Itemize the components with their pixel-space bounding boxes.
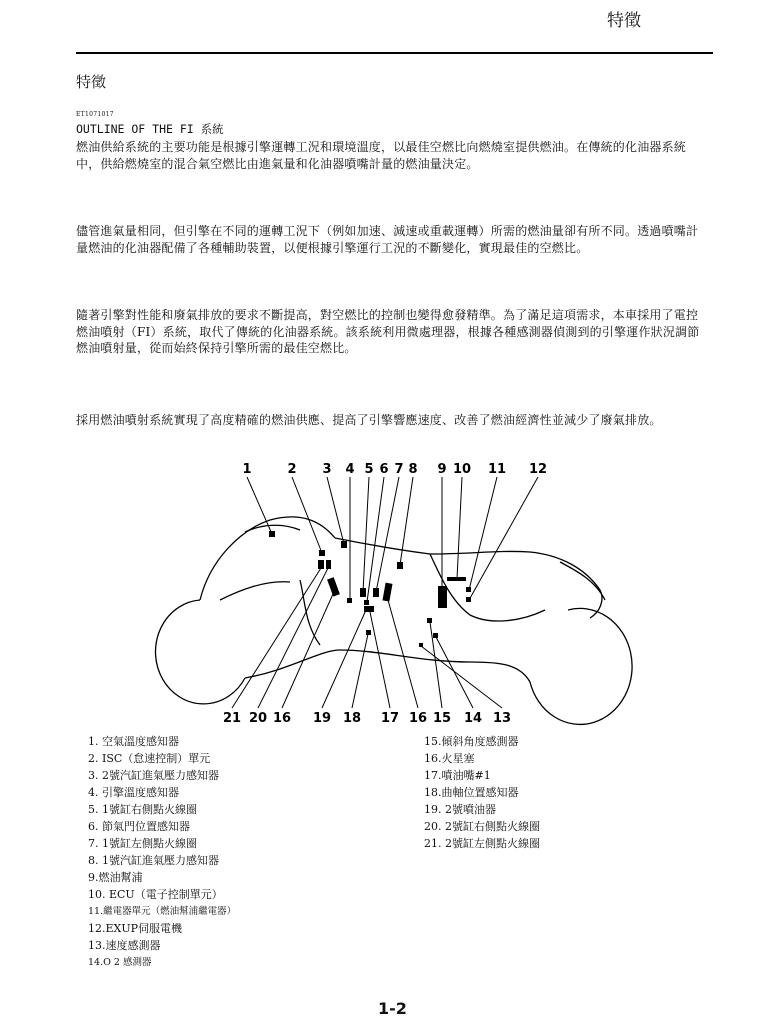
page-number: 1-2 xyxy=(378,999,407,1018)
legend-item-8: 8. 1號汽缸進氣壓力感知器 xyxy=(88,854,219,867)
callout-16b: 16 xyxy=(408,711,428,726)
legend-item-17: 17.噴油嘴#1 xyxy=(424,769,491,782)
callout-2: 2 xyxy=(287,462,297,477)
header-title: 特徵 xyxy=(607,11,641,31)
callout-9: 9 xyxy=(437,462,447,477)
legend-item-20: 20. 2號缸右側點火線圈 xyxy=(424,820,540,833)
legend-item-21: 21. 2號缸左側點火線圈 xyxy=(424,837,540,850)
legend-item-7: 7. 1號缸左側點火線圈 xyxy=(88,837,197,850)
legend-item-4: 4. 引擎溫度感知器 xyxy=(88,786,179,799)
legend-item-12: 12.EXUP伺服電機 xyxy=(88,922,183,935)
paragraph-1: 燃油供給系統的主要功能是根據引擎運轉工況和環境溫度，以最佳空燃比向燃燒室提供燃油。在傳統的化油器系統中，供給燃燒室的混合氣空燃比由進氣量和化油器噴嘴計量的燃油量決定。 xyxy=(76,140,687,171)
legend-item-19: 19. 2號噴油器 xyxy=(424,803,496,816)
legend-item-6: 6. 節氣門位置感知器 xyxy=(88,820,190,833)
legend-item-18: 18.曲軸位置感知器 xyxy=(424,786,519,799)
legend-left xyxy=(88,733,236,971)
legend-item-14: 14.O 2 感測器 xyxy=(88,957,152,968)
legend-item-5: 5. 1號缸右側點火線圈 xyxy=(88,803,197,816)
callout-5: 5 xyxy=(364,462,374,477)
leader-lines-bottom xyxy=(232,568,502,708)
legend-item-16: 16.火星塞 xyxy=(424,752,475,765)
callout-7: 7 xyxy=(394,462,404,477)
section-title: 特徵 xyxy=(76,73,107,91)
fi-system-diagram xyxy=(0,450,781,735)
callout-6: 6 xyxy=(379,462,389,477)
callout-15: 15 xyxy=(432,711,452,726)
callout-19: 19 xyxy=(312,711,332,726)
legend-item-3: 3. 2號汽缸進氣壓力感知器 xyxy=(88,769,219,782)
component-markers xyxy=(269,531,471,647)
header-rule xyxy=(76,52,713,54)
section-subhead: OUTLINE OF THE FI 系統 xyxy=(76,122,224,136)
paragraph-4: 採用燃油噴射系統實現了高度精確的燃油供應、提高了引擎響應速度、改善了燃油經濟性並減少了廢氣排放。 xyxy=(76,413,662,427)
section-code: ET1071017 xyxy=(76,111,114,118)
paragraph-3: 隨著引擎對性能和廢氣排放的要求不斷提高，對空燃比的控制也變得愈發精準。為了滿足這項需求，本車採用了電控燃油噴射（FI）系統，取代了傳統的化油器系統。該系統利用微處理器，根據各種感測器偵測到的引擎運作狀況調節燃油噴射量，從而始終保持引擎所需的最佳空燃比。 xyxy=(76,308,700,355)
callout-16a: 16 xyxy=(272,711,292,726)
top-callout-numbers xyxy=(242,462,547,477)
callout-3: 3 xyxy=(322,462,332,477)
callout-21: 21 xyxy=(222,711,242,726)
callout-12: 12 xyxy=(528,462,548,477)
callout-11: 11 xyxy=(487,462,507,477)
callout-20: 20 xyxy=(248,711,268,726)
legend-item-10: 10. ECU（電子控制單元） xyxy=(88,888,223,901)
bottom-callout-numbers xyxy=(223,711,511,726)
callout-10: 10 xyxy=(452,462,472,477)
legend-item-13: 13.速度感測器 xyxy=(88,939,161,952)
legend-item-1: 1. 空氣溫度感知器 xyxy=(88,735,179,748)
paragraph-2: 儘管進氣量相同，但引擎在不同的運轉工況下（例如加速、減速或重載運轉）所需的燃油量卻有所不同。透過噴嘴計量燃油的化油器配備了各種輔助裝置，以便根據引擎運行工況的不斷變化，實現最佳的空燃比。 xyxy=(76,224,699,255)
callout-18: 18 xyxy=(342,711,362,726)
legend-item-9: 9.燃油幫浦 xyxy=(88,871,143,884)
callout-4: 4 xyxy=(345,462,355,477)
legend-item-15: 15.傾斜角度感測器 xyxy=(424,735,519,748)
callout-1: 1 xyxy=(242,462,252,477)
leader-lines-top xyxy=(247,477,538,602)
legend-item-11: 11.繼電器單元（燃油幫浦繼電器） xyxy=(88,906,237,917)
callout-8: 8 xyxy=(408,462,418,477)
callout-17: 17 xyxy=(380,711,400,726)
callout-14: 14 xyxy=(463,711,483,726)
callout-13: 13 xyxy=(492,711,512,726)
legend-right xyxy=(424,733,540,852)
legend-item-2: 2. ISC（怠速控制）單元 xyxy=(88,752,211,765)
